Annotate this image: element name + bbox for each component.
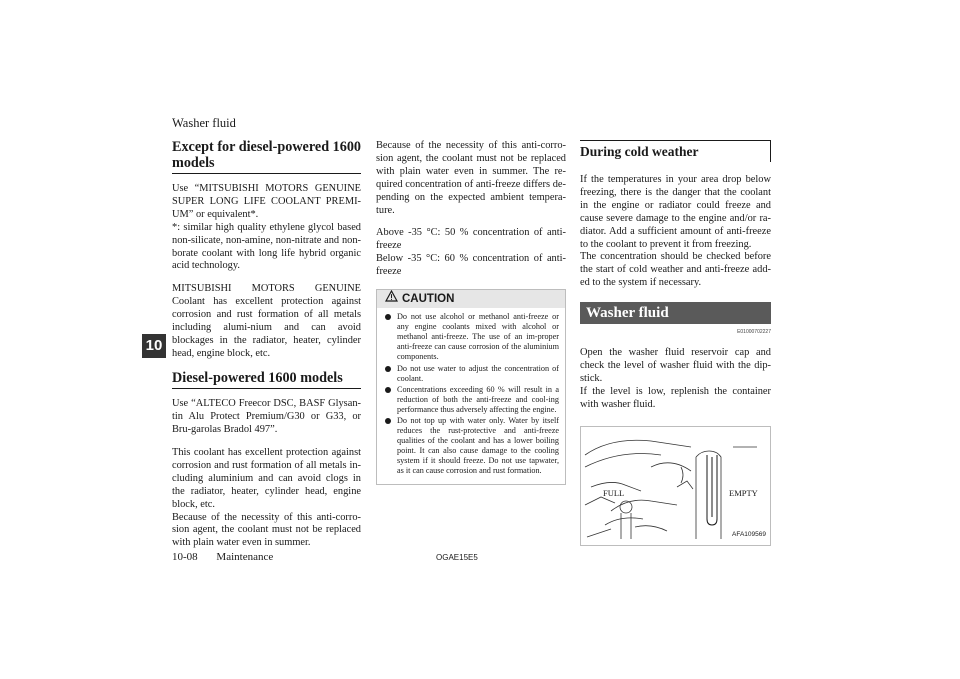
paragraph: Because of the necessity of this anti-corro-sion agent, the coolant must not be replaced with plain water even in summer.: [172, 511, 361, 549]
paragraph: This coolant has excellent protection against corrosion and rust formation of all metals in-cluding aluminium and can avoid clogs in the radiator, heater, cylinder head, engine block, etc.: [172, 447, 361, 510]
column-2: [376, 140, 566, 485]
section-name: Maintenance: [216, 551, 274, 563]
figure-code: AFA109569: [732, 530, 766, 538]
caution-header: [377, 290, 565, 308]
full-label: FULL: [603, 487, 625, 498]
paragraph: Above -35 °C: 50 % concentration of anti-freeze: [376, 227, 566, 252]
caution-box: [376, 289, 566, 485]
column-3: [580, 140, 771, 546]
doc-code: OGAE15E5: [436, 553, 478, 562]
bullet-icon: [385, 387, 391, 393]
washer-dipstick-figure: [580, 426, 771, 546]
heading-except-diesel: Except for diesel-powered 1600 models: [172, 140, 361, 174]
chapter-tab: 10: [142, 334, 166, 358]
section-banner-washer-fluid: Washer fluid: [580, 302, 771, 324]
paragraph: Below -35 °C: 60 % concentration of anti-freeze: [376, 253, 566, 278]
warning-triangle-icon: [385, 290, 398, 308]
paragraph: Use “ALTECO Freecor DSC, BASF Glysan-tin Alu Protect Premium/G30 or G33, or Bru-garolas Bradol 497”.: [172, 398, 361, 436]
paragraph: Open the washer fluid reservoir cap and check the level of washer fluid with the dip-stick.: [580, 347, 771, 384]
paragraph: If the level is low, replenish the container with washer fluid.: [580, 385, 771, 410]
caution-item: Concentrations exceeding 60 % will result in a reduction of both the anti-freeze and cool-ing performance thus adversely affecting the engine.: [385, 385, 559, 415]
paragraph: Use “MITSUBISHI MOTORS GENUINE SUPER LONG LIFE COOLANT PREMI-UM” or equivalent*.: [172, 183, 361, 220]
bullet-icon: [385, 314, 391, 320]
column-1: [172, 140, 361, 560]
engine-bay-illustration: [581, 427, 770, 545]
caution-item: Do not top up with water only. Water by itself reduces the rust-protective and anti-freeze qualities of the coolant and has a lower boiling point. It can also cause damage to the cooling system if it should freeze. Do not use tapwater, as it can cause corrosion and rust formation.: [385, 416, 559, 477]
paragraph: Because of the necessity of this anti-corro-sion agent, the coolant must not be replaced with plain water even in summer. The re-quired concentration of anti-freeze differs de-pending on the expected ambient tempera-ture.: [376, 140, 566, 216]
footnote: *: similar high quality ethylene glycol based non-silicate, non-amine, non-nitrate and non-borate coolant with long life hybrid organic acid technology.: [172, 221, 361, 272]
caution-item: Do not use alcohol or methanol anti-freeze or any engine coolants mixed with alcohol or methanol anti-freeze. The use of an im-proper anti-freeze can cause corrosion of the aluminium components.: [385, 312, 559, 362]
bullet-icon: [385, 366, 391, 372]
section-code: E01000702227: [737, 329, 771, 336]
paragraph: If the temperatures in your area drop below freezing, there is the danger that the coolant in the engine or radiator could freeze and cause severe damage to the engine and/or ra-diator. Add a sufficient amount of anti-freeze to the coolant to prevent it from freezing.: [580, 174, 771, 250]
bullet-icon: [385, 418, 391, 424]
caution-list: [377, 312, 565, 477]
footer-left: [172, 551, 289, 563]
caution-item: Do not use water to adjust the concentration of coolant.: [385, 364, 559, 384]
running-head: Washer fluid: [172, 116, 236, 130]
paragraph: MITSUBISHI MOTORS GENUINE Coolant has excellent protection against corrosion and rust formation of all metals including alumi-nium and can avoid blockages in the radiator, heater, cylinder head, engine block, etc.: [172, 283, 361, 359]
empty-label: EMPTY: [729, 487, 758, 498]
page-number: 10-08: [172, 551, 198, 563]
caution-title: CAUTION: [402, 293, 455, 306]
heading-diesel-1600: Diesel-powered 1600 models: [172, 371, 361, 390]
heading-cold-weather: During cold weather: [580, 140, 771, 162]
paragraph: The concentration should be checked before the start of cold weather and anti-freeze add-ed to the system if necessary.: [580, 251, 771, 289]
